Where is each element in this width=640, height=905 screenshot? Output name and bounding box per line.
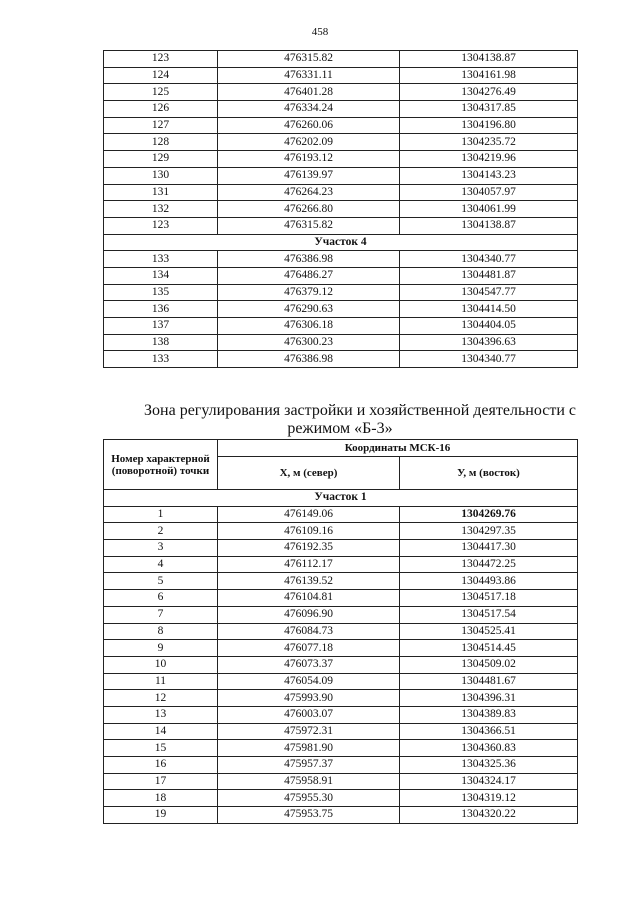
x-coordinate: 476084.73 (218, 623, 400, 640)
x-coordinate: 476112.17 (218, 556, 400, 573)
y-coordinate: 1304161.98 (400, 67, 578, 84)
table-row (104, 284, 578, 301)
table-row (104, 201, 578, 218)
header-x: X, м (север) (218, 457, 400, 490)
point-number: 14 (104, 723, 218, 740)
point-number: 18 (104, 790, 218, 807)
table-row (104, 334, 578, 351)
x-coordinate: 476379.12 (218, 284, 400, 301)
x-coordinate: 475957.37 (218, 757, 400, 774)
table-row (104, 706, 578, 723)
point-number: 128 (104, 134, 218, 151)
point-number: 129 (104, 151, 218, 168)
point-number: 11 (104, 673, 218, 690)
y-coordinate: 1304340.77 (400, 351, 578, 368)
point-number: 17 (104, 773, 218, 790)
table-row (104, 267, 578, 284)
table-row (104, 757, 578, 774)
y-coordinate: 1304493.86 (400, 573, 578, 590)
y-coordinate: 1304317.85 (400, 101, 578, 118)
x-coordinate: 475981.90 (218, 740, 400, 757)
table-row (104, 606, 578, 623)
point-number: 1 (104, 506, 218, 523)
table-row (104, 84, 578, 101)
header-y: У, м (восток) (400, 457, 578, 490)
table-row (104, 673, 578, 690)
table-row (104, 773, 578, 790)
x-coordinate: 476193.12 (218, 151, 400, 168)
point-number: 15 (104, 740, 218, 757)
table-row (104, 640, 578, 657)
y-coordinate: 1304340.77 (400, 251, 578, 268)
point-number: 19 (104, 807, 218, 824)
table-row (104, 790, 578, 807)
x-coordinate: 476315.82 (218, 51, 400, 68)
point-number: 16 (104, 757, 218, 774)
x-coordinate: 476315.82 (218, 217, 400, 234)
y-coordinate: 1304196.80 (400, 117, 578, 134)
x-coordinate: 476386.98 (218, 351, 400, 368)
x-coordinate: 476386.98 (218, 251, 400, 268)
point-number: 135 (104, 284, 218, 301)
y-coordinate: 1304417.30 (400, 540, 578, 557)
point-number: 125 (104, 84, 218, 101)
y-coordinate: 1304360.83 (400, 740, 578, 757)
table-row (104, 351, 578, 368)
y-coordinate: 1304138.87 (400, 51, 578, 68)
y-coordinate: 1304525.41 (400, 623, 578, 640)
y-coordinate: 1304396.63 (400, 334, 578, 351)
y-coordinate: 1304276.49 (400, 84, 578, 101)
table-row (104, 251, 578, 268)
point-number: 8 (104, 623, 218, 640)
point-number: 133 (104, 251, 218, 268)
table-row (104, 656, 578, 673)
x-coordinate: 475972.31 (218, 723, 400, 740)
table-row (104, 67, 578, 84)
x-coordinate: 476300.23 (218, 334, 400, 351)
point-number: 2 (104, 523, 218, 540)
zone-title-line1: Зона регулирования застройки и хозяйственной деятельности с (144, 402, 576, 419)
point-number: 10 (104, 656, 218, 673)
y-coordinate: 1304547.77 (400, 284, 578, 301)
section-label: Участок 1 (104, 490, 578, 507)
section-label: Участок 4 (104, 234, 578, 251)
point-number: 138 (104, 334, 218, 351)
x-coordinate: 476109.16 (218, 523, 400, 540)
x-coordinate: 476260.06 (218, 117, 400, 134)
table-row (104, 51, 578, 68)
y-coordinate: 1304297.35 (400, 523, 578, 540)
point-number: 136 (104, 301, 218, 318)
zone-title (103, 402, 577, 438)
header-coords-group: Координаты МСК-16 (218, 440, 578, 457)
point-number: 132 (104, 201, 218, 218)
x-coordinate: 476139.97 (218, 167, 400, 184)
table-row (104, 301, 578, 318)
point-number: 3 (104, 540, 218, 557)
table-row (104, 101, 578, 118)
x-coordinate: 476149.06 (218, 506, 400, 523)
point-number: 134 (104, 267, 218, 284)
y-coordinate: 1304404.05 (400, 318, 578, 335)
x-coordinate: 475953.75 (218, 807, 400, 824)
point-number: 12 (104, 690, 218, 707)
y-coordinate: 1304235.72 (400, 134, 578, 151)
table-row (104, 117, 578, 134)
x-coordinate: 476073.37 (218, 656, 400, 673)
table-row (104, 184, 578, 201)
table-row (104, 807, 578, 824)
point-number: 9 (104, 640, 218, 657)
table-row (104, 740, 578, 757)
x-coordinate: 476003.07 (218, 706, 400, 723)
table-row (104, 167, 578, 184)
table-row (104, 134, 578, 151)
y-coordinate: 1304320.22 (400, 807, 578, 824)
x-coordinate: 475958.91 (218, 773, 400, 790)
point-number: 123 (104, 51, 218, 68)
x-coordinate: 476104.81 (218, 590, 400, 607)
header-point-number: Номер характерной (поворотной) точки (104, 440, 218, 490)
point-number: 137 (104, 318, 218, 335)
point-number: 133 (104, 351, 218, 368)
table-row (104, 151, 578, 168)
point-number: 4 (104, 556, 218, 573)
y-coordinate: 1304319.12 (400, 790, 578, 807)
point-number: 130 (104, 167, 218, 184)
y-coordinate: 1304517.18 (400, 590, 578, 607)
point-number: 6 (104, 590, 218, 607)
y-coordinate: 1304057.97 (400, 184, 578, 201)
table-row (104, 723, 578, 740)
y-coordinate: 1304324.17 (400, 773, 578, 790)
y-coordinate: 1304481.67 (400, 673, 578, 690)
point-number: 126 (104, 101, 218, 118)
y-coordinate: 1304472.25 (400, 556, 578, 573)
table-row (104, 573, 578, 590)
section-row (104, 490, 578, 507)
y-coordinate: 1304138.87 (400, 217, 578, 234)
coordinates-table-continued (103, 50, 578, 368)
point-number: 124 (104, 67, 218, 84)
y-coordinate: 1304219.96 (400, 151, 578, 168)
x-coordinate: 476266.80 (218, 201, 400, 218)
point-number: 5 (104, 573, 218, 590)
x-coordinate: 476192.35 (218, 540, 400, 557)
x-coordinate: 476054.09 (218, 673, 400, 690)
x-coordinate: 476139.52 (218, 573, 400, 590)
section-row (104, 234, 578, 251)
x-coordinate: 476290.63 (218, 301, 400, 318)
zone-title-line2: режимом «Б-3» (287, 420, 393, 437)
table-row (104, 623, 578, 640)
x-coordinate: 476331.11 (218, 67, 400, 84)
y-coordinate: 1304481.87 (400, 267, 578, 284)
y-coordinate: 1304514.45 (400, 640, 578, 657)
table-row (104, 318, 578, 335)
x-coordinate: 476077.18 (218, 640, 400, 657)
zone-b3-coordinates-table (103, 439, 578, 824)
y-coordinate: 1304509.02 (400, 656, 578, 673)
table-row (104, 540, 578, 557)
y-coordinate: 1304143.23 (400, 167, 578, 184)
point-number: 7 (104, 606, 218, 623)
point-number: 123 (104, 217, 218, 234)
point-number: 13 (104, 706, 218, 723)
x-coordinate: 476486.27 (218, 267, 400, 284)
table-row (104, 217, 578, 234)
x-coordinate: 475993.90 (218, 690, 400, 707)
y-coordinate: 1304396.31 (400, 690, 578, 707)
y-coordinate: 1304414.50 (400, 301, 578, 318)
x-coordinate: 475955.30 (218, 790, 400, 807)
table-row (104, 556, 578, 573)
table-row (104, 590, 578, 607)
y-coordinate: 1304325.36 (400, 757, 578, 774)
y-coordinate: 1304366.51 (400, 723, 578, 740)
x-coordinate: 476202.09 (218, 134, 400, 151)
y-coordinate: 1304061.99 (400, 201, 578, 218)
y-coordinate: 1304517.54 (400, 606, 578, 623)
x-coordinate: 476401.28 (218, 84, 400, 101)
page-number: 458 (311, 26, 329, 38)
table-row (104, 506, 578, 523)
x-coordinate: 476334.24 (218, 101, 400, 118)
x-coordinate: 476264.23 (218, 184, 400, 201)
table-row (104, 690, 578, 707)
x-coordinate: 476096.90 (218, 606, 400, 623)
x-coordinate: 476306.18 (218, 318, 400, 335)
point-number: 127 (104, 117, 218, 134)
y-coordinate: 1304269.76 (400, 506, 578, 523)
point-number: 131 (104, 184, 218, 201)
y-coordinate: 1304389.83 (400, 706, 578, 723)
table-row (104, 523, 578, 540)
